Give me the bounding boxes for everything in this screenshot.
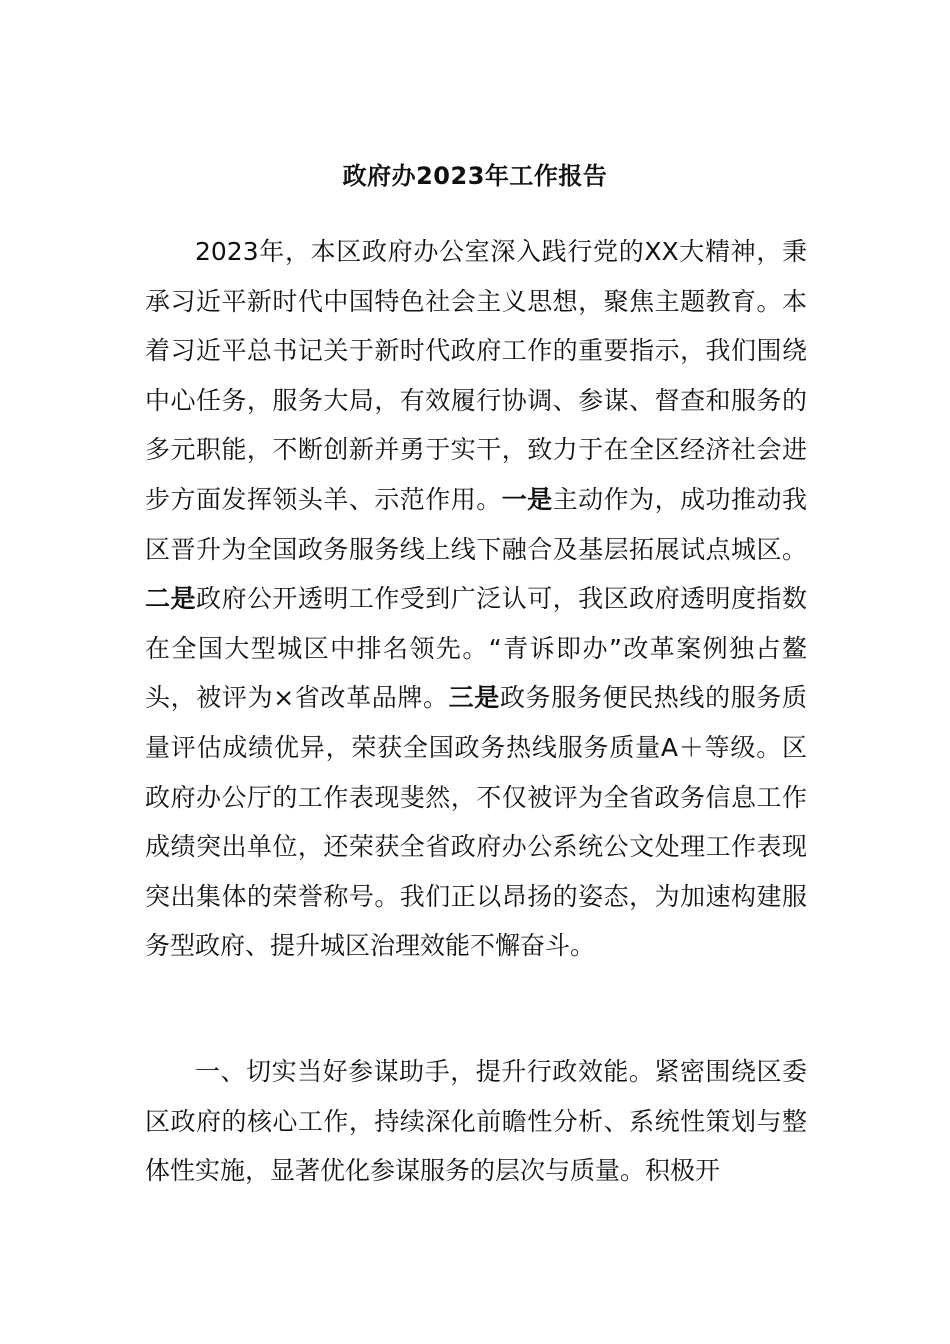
document-title: 政府办2023年工作报告 [342, 162, 608, 190]
summary-text-1: 2023年，本区政府办公室深入践行党的XX大精神，秉承习近平新时代中国特色社会主义思想，聚焦主题教育。本着习近平总书记关于新时代政府工作的重要指示，我们围绕中心任务，服务大局，有效履行协调、参谋、督查和服务的多元职能，不断创新并勇于实干，致力于在全区经济社会进步方面发挥领头羊、示范作用。 [145, 237, 807, 514]
report-paragraph-summary [145, 227, 807, 971]
summary-text-2: 主动作为，成功推动我区晋升为全国政务服务线上线下融合及基层拓展试点城区。 [145, 484, 807, 564]
point-one-lead: 一是 [501, 484, 553, 514]
summary-text-4: 政务服务便民热线的服务质量评估成绩优异，荣获全国政务热线服务质量A＋等级。区政府办公厅的工作表现斐然，不仅被评为全省政务信息工作成绩突出单位，还荣获全省政府办公系统公文处理工作表现突出集体的荣誉称号。我们正以昂扬的姿态，为加速构建服务型政府、提升城区治理效能不懈奋斗。 [145, 683, 807, 961]
point-two-lead: 二是 [145, 584, 196, 614]
report-paragraph-section-one: 一、切实当好参谋助手，提升行政效能。紧密围绕区委区政府的核心工作，持续深化前瞻性分析、系统性策划与整体性实施，显著优化参谋服务的层次与质量。积极开 [145, 1057, 807, 1186]
point-three-lead: 三是 [448, 683, 500, 713]
summary-text-3: 政府公开透明工作受到广泛认可，我区政府透明度指数在全国大型城区中排名领先。“青诉即办”改革案例独占鳌头，被评为×省改革品牌。 [145, 584, 807, 713]
